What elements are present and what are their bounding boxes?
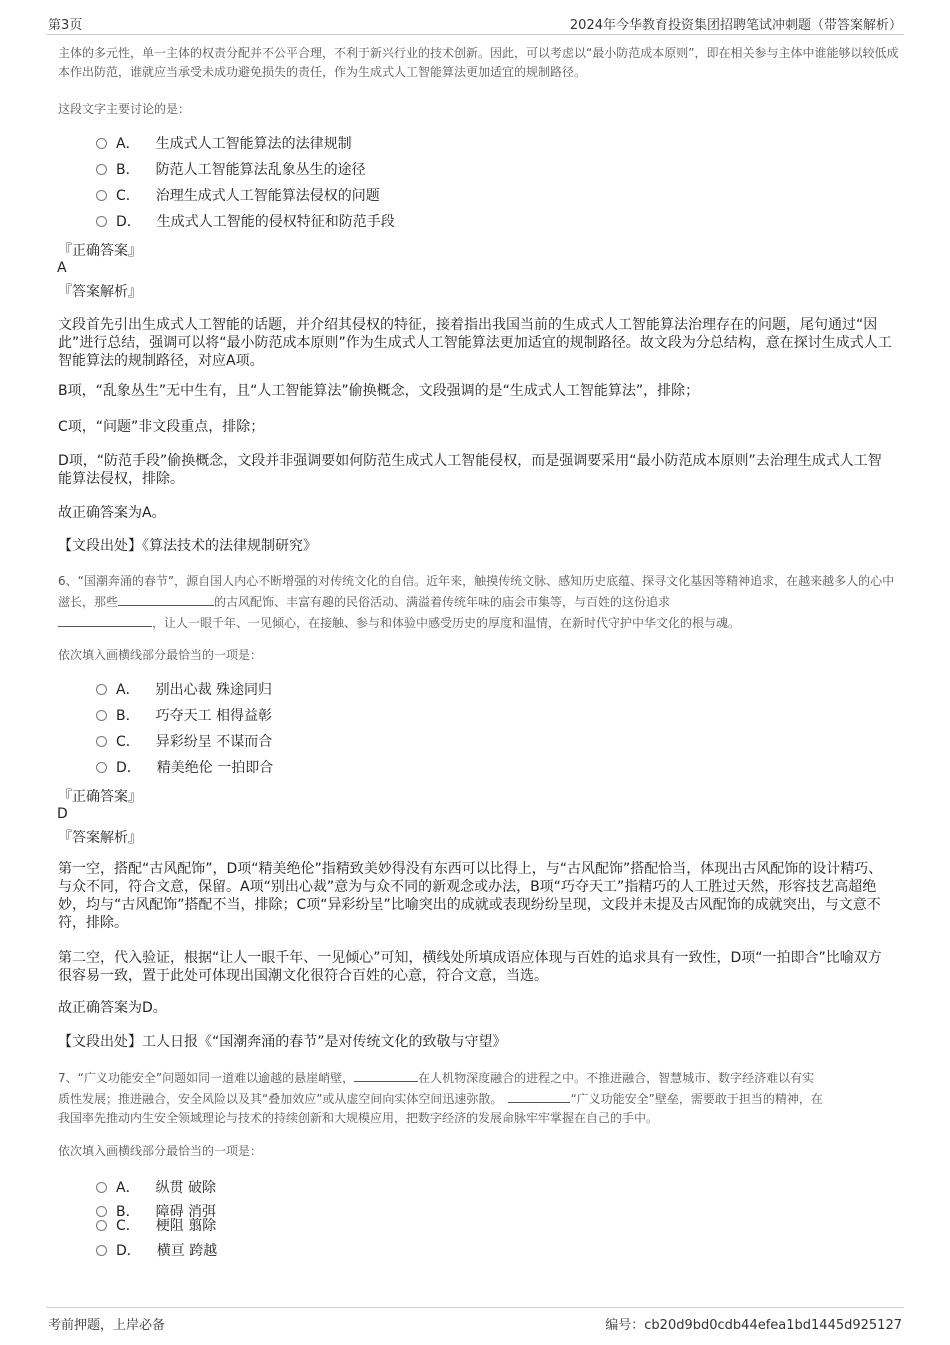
document-code: 编号：cb20d9bd0cdb44efea1bd1445d925127 (605, 1318, 902, 1333)
q5-option-c[interactable]: C． 治理生成式人工智能算法侵权的问题 (96, 186, 380, 206)
q5-answer: A (57, 260, 67, 276)
q5-analysis-1: 文段首先引出生成式人工智能的话题，并介绍其侵权的特征，接着指出我国当前的生成式人工智能算法治理存在的问题，尾句通过“因此”进行总结，强调可以将“最小防范成本原则”作为生成式人工智能算法更加适宜的规制路径。故文段为分总结构，意在探讨生成式人工智能算法的规制路径，对应A项。 (58, 317, 892, 369)
page-header (46, 12, 904, 35)
q6-option-b[interactable]: B． 巧夺天工 相得益彰 (96, 706, 272, 726)
q5-option-b[interactable]: B． 防范人工智能算法乱象丛生的途径 (96, 160, 366, 180)
q6-answer: D (57, 806, 68, 822)
q5-analysis-4: D项，“防范手段”偷换概念，文段并非强调要如何防范生成式人工智能侵权，而是强调要采用“最小防范成本原则”去治理生成式人工智能算法侵权，排除。 (58, 453, 882, 487)
q5-question: 这段文字主要讨论的是： (58, 102, 191, 116)
q5-source: 【文段出处】《算法技术的法律规制研究》 (58, 538, 317, 554)
q5-analysis-3: C项，“问题”非文段重点，排除； (58, 419, 265, 435)
radio-icon[interactable] (96, 684, 107, 695)
q7-blank-1 (354, 1067, 418, 1082)
q6-question: 依次填入画横线部分最恰当的一项是： (58, 648, 263, 662)
q6-source: 【文段出处】工人日报《“国潮奔涌的春节”是对传统文化的致敬与守望》 (58, 1034, 507, 1050)
q6-analysis-1: 第一空，搭配“古风配饰”，D项“精美绝伦”指精致美妙得没有东西可以比得上，与“古风配饰”搭配恰当，体现出古风配饰的设计精巧、与众不同，符合文意，保留。A项“别出心裁”意为与众不同的新观念或办法，B项“巧夺天工”指精巧的人工胜过天然，形容技艺高超绝妙，均与“古风配饰”搭配不当，排除；C项“异彩纷呈”比喻突出的成就或表现纷纷呈现，文段并未提及古风配饰的成就突出，与文意不符，排除。 (58, 861, 883, 931)
q5-analysis-5: 故正确答案为A。 (58, 505, 166, 521)
page-number: 第3页 (48, 18, 83, 33)
q7-blank-2 (508, 1088, 570, 1103)
q6-option-c[interactable]: C． 异彩纷呈 不谋而合 (96, 732, 272, 752)
q6-analysis-3: 故正确答案为D。 (58, 1000, 167, 1016)
radio-icon[interactable] (96, 1220, 107, 1231)
q5-passage: 主体的多元性，单一主体的权责分配并不公平合理，不利于新兴行业的技术创新。因此，可以考虑以“最小防范成本原则”，即在相关参与主体中谁能够以较低成本作出防范，谁就应当承受未成功避免损失的责任，作为生成式人工智能算法更加适宜的规制路径。 (58, 46, 899, 79)
q6-answer-label: 『正确答案』 (58, 789, 142, 805)
q6-blank-2 (58, 612, 152, 627)
q6-analysis-2: 第二空，代入验证，根据“让人一眼千年、一见倾心”可知，横线处所填成语应体现与百姓的追求具有一致性，D项“一拍即合”比喻双方很容易一致，置于此处可体现出国潮文化很符合百姓的心意，符合文意，当选。 (58, 950, 882, 984)
radio-icon[interactable] (96, 710, 107, 721)
q5-option-a[interactable]: A． 生成式人工智能算法的法律规制 (96, 134, 352, 154)
radio-icon[interactable] (96, 762, 107, 773)
q7-option-d[interactable]: D． 横亘 跨越 (96, 1241, 217, 1261)
q6-option-d[interactable]: D． 精美绝伦 一拍即合 (96, 758, 273, 778)
q5-option-d[interactable]: D． 生成式人工智能的侵权特征和防范手段 (96, 212, 395, 232)
q7-option-a[interactable]: A． 纵贯 破除 (96, 1178, 216, 1198)
q6-analysis-label: 『答案解析』 (58, 830, 142, 846)
q7-question: 依次填入画横线部分最恰当的一项是： (58, 1144, 263, 1158)
q5-analysis-label: 『答案解析』 (58, 284, 142, 300)
q7-option-b[interactable]: B． 障碍 消弭 (96, 1202, 216, 1222)
q5-answer-label: 『正确答案』 (58, 243, 142, 259)
radio-icon[interactable] (96, 164, 107, 175)
footer-slogan: 考前押题，上岸必备 (48, 1318, 166, 1333)
radio-icon[interactable] (96, 1245, 107, 1256)
radio-icon[interactable] (96, 190, 107, 201)
radio-icon[interactable] (96, 1182, 107, 1193)
document-title: 2024年今华教育投资集团招聘笔试冲刺题（带答案解析） (569, 18, 902, 33)
radio-icon[interactable] (96, 736, 107, 747)
q5-analysis-2: B项，“乱象丛生”无中生有，且“人工智能算法”偷换概念，文段强调的是“生成式人工智能算法”，排除； (58, 383, 700, 399)
radio-icon[interactable] (96, 1206, 107, 1217)
q6-blank-1 (118, 591, 214, 606)
page-footer (46, 1307, 904, 1333)
q7-passage: 7、“广义功能安全”问题如同一道难以逾越的悬崖峭壁， 在人机物深度融合的进程之中。不推进融合，智慧城市、数字经济难以有实 质性发展；推进融合，安全风险以及其“叠加效应”或从虚空间向实体空间迅速弥散。 “广义功能安全”壁垒，需要敢于担当的精神，在 我国率先推动内生安全领域理论与技术的持续创新和大规模应用，把数字经济的发展命脉牢牢掌握在自己的手中。 (58, 1067, 900, 1128)
q6-option-a[interactable]: A． 别出心裁 殊途同归 (96, 680, 272, 700)
radio-icon[interactable] (96, 216, 107, 227)
q7-option-c[interactable]: C． 梗阻 翦除 (96, 1216, 216, 1236)
radio-icon[interactable] (96, 138, 107, 149)
q6-passage: 6、“国潮奔涌的春节”，源自国人内心不断增强的对传统文化的自信。近年来，触摸传统文脉、感知历史底蕴、探寻文化基因等精神追求，在越来越多人的心中滋长，那些 的古风配饰、丰富有趣的民俗活动、满溢着传统年味的庙会市集等，与百姓的这份追求 ，让人一眼千年、一见倾心，在接触、参与和体验中感受历史的厚度和温情，在新时代守护中华文化的根与魂。 (58, 574, 895, 630)
